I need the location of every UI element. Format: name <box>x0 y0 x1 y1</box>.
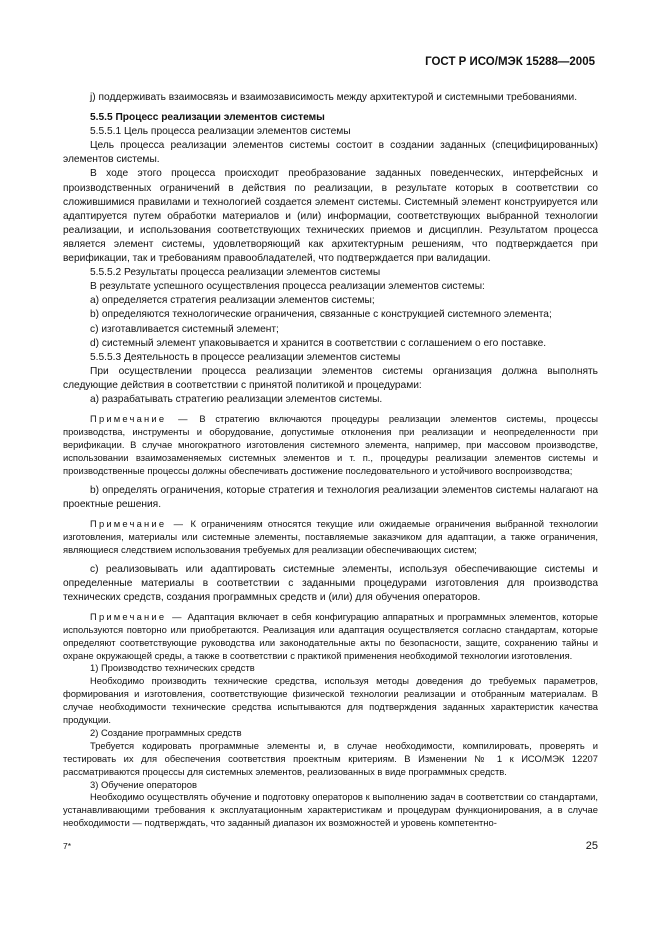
note-text: К ограничениям относятся текущие или ожидаемые ограничения выбранной технологии изготовления, материалы или системные элементы, поставляемые заказчиком для адаптации, а также ограничения, являющиеся следствием использования требуемых для реализации обеспечивающих систем; <box>63 517 598 555</box>
paragraph: В результате успешного осуществления процесса реализации элементов системы: <box>90 281 485 293</box>
list-item: c) изготавливается системный элемент; <box>90 323 279 335</box>
numbered-item: 1) Производство технических средств <box>90 662 255 674</box>
document-header: ГОСТ Р ИСО/МЭК 15288—2005 <box>425 56 595 68</box>
note <box>63 413 598 478</box>
paragraph: Необходимо производить технические средства, используя методы доведения до требуемых параметров, формирования и изготовления, соответствующие физической технологии реализации и отобранным материалам. В случае необходимости технические средства испытываются для подтверждения заданных характеристик качества продукции. <box>63 675 598 726</box>
note <box>63 611 598 663</box>
list-item: b) определять ограничения, которые стратегия и технология реализации элементов системы налагают на проектные решения. <box>63 484 598 510</box>
section-heading: 5.5.5 Процесс реализации элементов системы <box>90 112 325 124</box>
note-text: Адаптация включает в себя конфигурацию аппаратных и программных элементов, которые используются повторно или приобретаются. Реализация или адаптация осуществляется согласно стандартам, которые определяют соответствующие руководства или законодательные акты по безопасности, защите, сохранению тайны и охране окружающей среды, а также в соответствии с практикой применения необходимой технологии изготовления. <box>63 610 598 661</box>
paragraph: Необходимо осуществлять обучение и подготовку операторов к выполнению задач в соответствии со стандартами, устанавливающими требования к эксплуатационным характеристикам и процедурам функционирования, а в случае необходимости — подтверждать, что заданный диапазон их возможностей и уровень компетентно- <box>63 791 598 829</box>
note-label: Примечание — <box>90 517 186 529</box>
paragraph: Требуется кодировать программные элементы и, в случае необходимости, компилировать, проверять и тестировать их для обеспечения соответствия проектным критериям. В Изменении № 1 к ИСО/МЭК 12207 рассматриваются процессы для системных элементов, реализованных в виде программных средств. <box>63 739 598 777</box>
numbered-item: 3) Обучение операторов <box>90 778 197 790</box>
subsection-heading: 5.5.5.1 Цель процесса реализации элементов системы <box>90 126 351 138</box>
note-text: В стратегию включаются процедуры реализации элементов системы, процессы производства, инструменты и оборудование, допустимые отклонения при реализации и неопределенности при верификации. В случае многократного изготовления системного элемента, например, при массовом производстве, использовании взаимозаменяемых системных элементов и т. п., процедуры реализации элементов системы и производственные процессы должны обеспечивать достижение последовательного и устойчивого воспроизводства; <box>63 413 598 476</box>
note-label: Примечание — <box>90 610 184 622</box>
subsection-heading: 5.5.5.3 Деятельность в процессе реализации элементов системы <box>90 351 401 363</box>
page-number: 25 <box>585 840 598 852</box>
numbered-item: 2) Создание программных средств <box>90 726 242 738</box>
list-item: d) системный элемент упаковывается и хранится в соответствии с соглашением о его поставке. <box>90 337 547 349</box>
list-item: a) разрабатывать стратегию реализации элементов системы. <box>90 393 383 405</box>
paragraph: j) поддерживать взаимосвязь и взаимозависимость между архитектурой и системными требованиями. <box>90 92 578 103</box>
list-item: a) определяется стратегия реализации элементов системы; <box>90 295 375 307</box>
note <box>63 518 598 557</box>
list-item: b) определяются технологические ограничения, связанные с конструкцией системного элемента; <box>90 309 552 321</box>
paragraph: В ходе этого процесса происходит преобразование заданных поведенческих, интерфейсных и производственных ограничений в действия по реализации, в результате которых в соответствии со сложившимися правилами и технологией создается элемент системы. Системный элемент конструируется или адаптируется путем обработки материалов и (или) информации, соответствующих выбранной технологии реализации, и использования соответствующих технических приемов и дисциплин. Результатом процесса является элемент системы, удовлетворяющий как архитектурным решениям, что подтверждается при верификации, так и требованиям правообладателей, что подтверждается при валидации. <box>63 168 598 265</box>
paragraph: Цель процесса реализации элементов системы состоит в создании заданных (специфицированных) элементов системы. <box>63 140 598 166</box>
subsection-heading: 5.5.5.2 Результаты процесса реализации элементов системы <box>90 267 381 279</box>
note-label: Примечание — <box>90 413 190 425</box>
footer-mark: 7* <box>63 841 72 851</box>
document-body <box>63 91 598 830</box>
list-item: c) реализовывать или адаптировать системные элементы, используя обеспечивающие системы и определенные материалы в соответствии с заданными процедурами изготовления для производства технических средств, создания программных средств и (или) для обучения операторов. <box>63 563 598 603</box>
paragraph: При осуществлении процесса реализации элементов системы организация должна выполнять следующие действия в соответствии с принятой политикой и процедурами: <box>63 365 598 391</box>
